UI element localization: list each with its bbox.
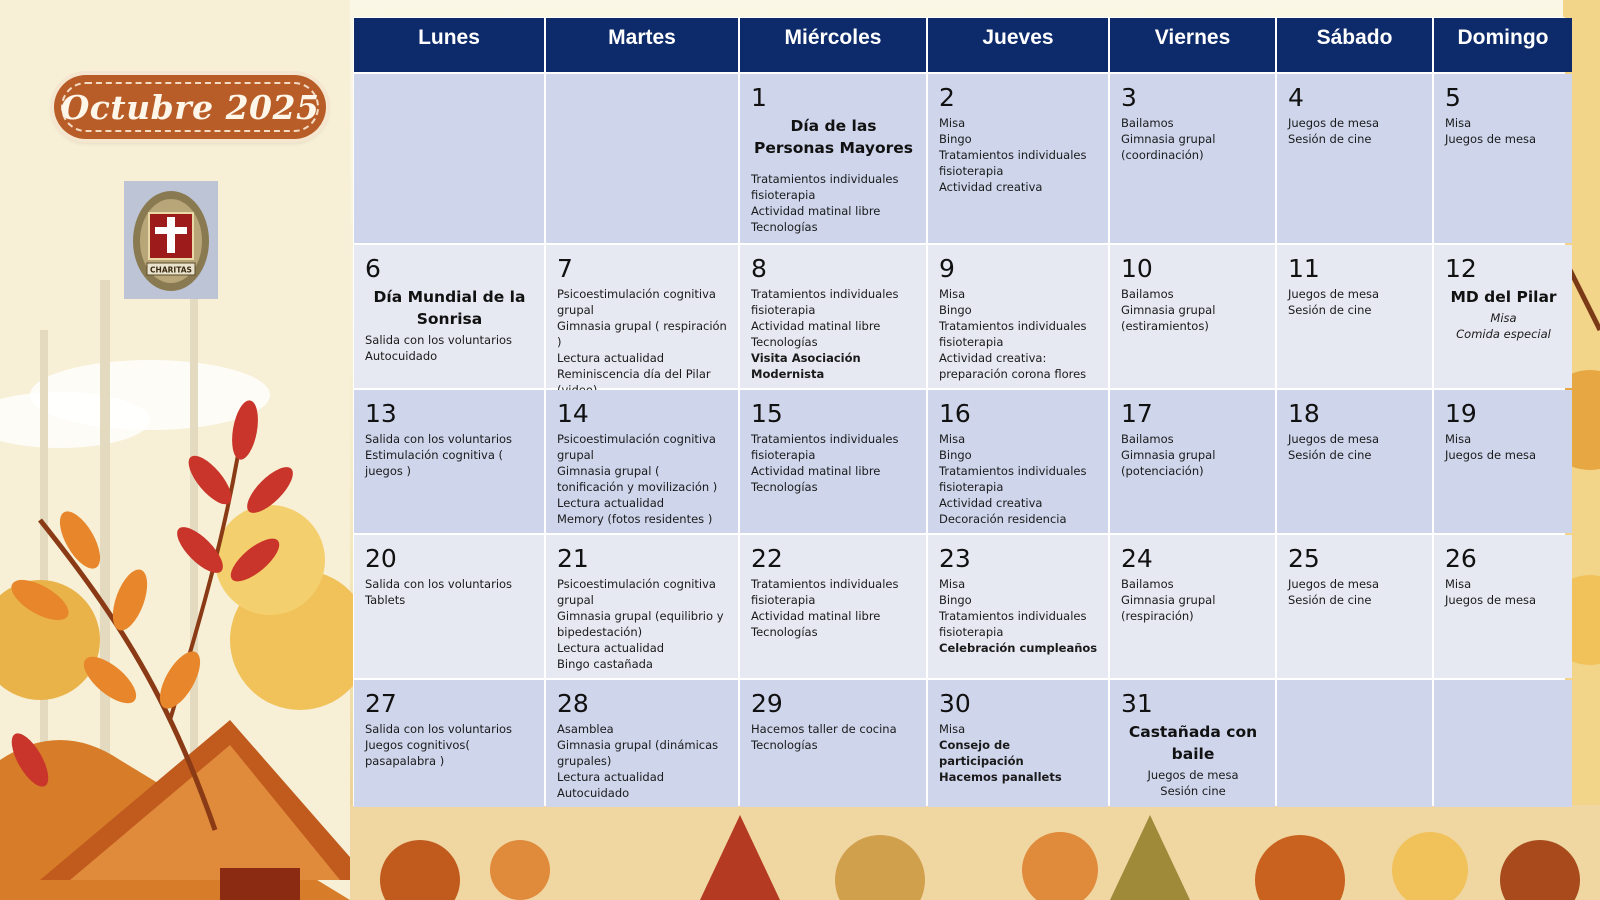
activity-item: Sesión de cine bbox=[1288, 303, 1372, 317]
activity-item: Bingo bbox=[939, 132, 972, 146]
day-cell-28 bbox=[546, 680, 738, 807]
activity-item: Tratamientos individuales fisioterapia bbox=[751, 432, 899, 462]
empty-day-cell bbox=[1277, 680, 1432, 807]
empty-day-cell bbox=[1434, 680, 1572, 807]
day-number: 20 bbox=[365, 544, 397, 573]
activity-item: Hacemos panallets bbox=[939, 770, 1062, 784]
day-number: 23 bbox=[939, 544, 971, 573]
empty-day-cell bbox=[546, 74, 738, 243]
activity-item: Bingo castañada bbox=[557, 657, 653, 671]
weekday-wednesday: Miércoles bbox=[740, 18, 926, 72]
day-number: 22 bbox=[751, 544, 783, 573]
activity-item: Tecnologías bbox=[751, 738, 818, 752]
weekday-monday: Lunes bbox=[354, 18, 544, 72]
activity-item: Tratamientos individuales fisioterapia bbox=[751, 287, 899, 317]
activity-item: Tratamientos individuales fisioterapia bbox=[939, 464, 1087, 494]
day-number: 31 bbox=[1121, 689, 1153, 718]
day-number: 1 bbox=[751, 83, 767, 112]
activity-item: Misa bbox=[1445, 116, 1472, 130]
charitas-emblem-icon bbox=[129, 185, 213, 295]
activity-item: Misa bbox=[939, 577, 966, 591]
weekday-sunday: Domingo bbox=[1434, 18, 1572, 72]
day-cell-23 bbox=[928, 535, 1108, 678]
activity-item: Tratamientos individuales fisioterapia bbox=[751, 172, 899, 202]
activity-item: Memory (fotos residentes ) bbox=[557, 512, 713, 526]
activity-item: Gimnasia grupal (dinámicas grupales) bbox=[557, 738, 719, 768]
activity-item: Juegos de mesa bbox=[1147, 768, 1239, 782]
activity-item: Actividad matinal libre bbox=[751, 464, 881, 478]
activity-item: Tecnologías bbox=[751, 220, 818, 234]
day-number: 8 bbox=[751, 254, 767, 283]
special-event: Castañada con baile bbox=[1128, 723, 1258, 763]
activity-item: Bailamos bbox=[1121, 432, 1174, 446]
activity-item: Salida con los voluntarios bbox=[365, 432, 513, 446]
activity-item: Tecnologías bbox=[751, 480, 818, 494]
day-cell-22 bbox=[740, 535, 926, 678]
day-number: 21 bbox=[557, 544, 589, 573]
activity-item: Tratamientos individuales fisioterapia bbox=[939, 609, 1087, 639]
activity-item: Lectura actualidad bbox=[557, 770, 665, 784]
day-number: 24 bbox=[1121, 544, 1153, 573]
activity-item: Salida con los voluntarios bbox=[365, 722, 513, 736]
day-cell-17 bbox=[1110, 390, 1275, 533]
day-number: 26 bbox=[1445, 544, 1477, 573]
day-cell-11 bbox=[1277, 245, 1432, 388]
weekday-thursday: Jueves bbox=[928, 18, 1108, 72]
activity-item: Bailamos bbox=[1121, 577, 1174, 591]
day-cell-31 bbox=[1110, 680, 1275, 807]
activity-item: Psicoestimulación cognitiva grupal bbox=[557, 432, 716, 462]
day-cell-12 bbox=[1434, 245, 1572, 388]
activity-item: Misa bbox=[939, 432, 966, 446]
day-number: 18 bbox=[1288, 399, 1320, 428]
day-cell-8 bbox=[740, 245, 926, 388]
day-cell-27 bbox=[354, 680, 544, 807]
weekday-saturday: Sábado bbox=[1277, 18, 1432, 72]
activity-item: Tratamientos individuales fisioterapia bbox=[751, 577, 899, 607]
day-cell-20 bbox=[354, 535, 544, 678]
activity-item: Estimulación cognitiva ( juegos ) bbox=[365, 448, 504, 478]
activity-item: Hacemos taller de cocina bbox=[751, 722, 897, 736]
activity-item: Lectura actualidad bbox=[557, 496, 665, 510]
day-number: 27 bbox=[365, 689, 397, 718]
activity-item: Comida especial bbox=[1456, 327, 1551, 341]
activity-item: Salida con los voluntarios bbox=[365, 333, 513, 347]
activity-item: Juegos de mesa bbox=[1288, 577, 1380, 591]
activity-item: Misa bbox=[1445, 432, 1472, 446]
day-cell-30 bbox=[928, 680, 1108, 807]
day-cell-1 bbox=[740, 74, 926, 243]
activity-item: Tablets bbox=[365, 593, 406, 607]
activity-item: Misa bbox=[1490, 311, 1517, 325]
calendar-grid bbox=[353, 17, 1565, 806]
activity-item: Autocuidado bbox=[557, 786, 630, 800]
activity-item: Bailamos bbox=[1121, 116, 1174, 130]
day-cell-5 bbox=[1434, 74, 1572, 243]
activity-item: Sesión de cine bbox=[1288, 448, 1372, 462]
activity-item: Consejo de participación bbox=[939, 738, 1024, 768]
day-cell-2 bbox=[928, 74, 1108, 243]
activity-item: Lectura actualidad bbox=[557, 351, 665, 365]
day-number: 11 bbox=[1288, 254, 1320, 283]
activity-item: Misa bbox=[939, 116, 966, 130]
activity-item: Sesión de cine bbox=[1288, 132, 1372, 146]
activity-item: Tecnologías bbox=[751, 335, 818, 349]
activity-item: Celebración cumpleaños bbox=[939, 641, 1098, 655]
logo-text: CHARITAS bbox=[150, 265, 192, 275]
activity-item: Juegos cognitivos( pasapalabra ) bbox=[365, 738, 470, 768]
activity-item: Juegos de mesa bbox=[1445, 593, 1537, 607]
weekday-tuesday: Martes bbox=[546, 18, 738, 72]
special-event: Día Mundial de la Sonrisa bbox=[373, 288, 526, 328]
day-cell-13 bbox=[354, 390, 544, 533]
day-cell-10 bbox=[1110, 245, 1275, 388]
activity-item: Decoración residencia bbox=[939, 512, 1067, 526]
activity-item: Gimnasia grupal (coordinación) bbox=[1121, 132, 1216, 162]
day-number: 17 bbox=[1121, 399, 1153, 428]
activity-item: Juegos de mesa bbox=[1288, 116, 1380, 130]
activity-item: Actividad matinal libre bbox=[751, 609, 881, 623]
day-number: 30 bbox=[939, 689, 971, 718]
activity-item: Gimnasia grupal (potenciación) bbox=[1121, 448, 1216, 478]
day-number: 9 bbox=[939, 254, 955, 283]
activity-item: Sesión cine bbox=[1160, 784, 1226, 798]
day-number: 4 bbox=[1288, 83, 1304, 112]
month-title: Octubre 2025 bbox=[60, 87, 320, 127]
activity-item: Autocuidado bbox=[365, 349, 438, 363]
charitas-logo bbox=[124, 181, 218, 299]
day-cell-14 bbox=[546, 390, 738, 533]
day-cell-26 bbox=[1434, 535, 1572, 678]
day-number: 5 bbox=[1445, 83, 1461, 112]
activity-item: Tratamientos individuales fisioterapia bbox=[939, 319, 1087, 349]
day-cell-4 bbox=[1277, 74, 1432, 243]
day-number: 10 bbox=[1121, 254, 1153, 283]
day-number: 29 bbox=[751, 689, 783, 718]
activity-item: Misa bbox=[1445, 577, 1472, 591]
activity-item: Bingo bbox=[939, 448, 972, 462]
activity-item: Juegos de mesa bbox=[1288, 287, 1380, 301]
day-cell-18 bbox=[1277, 390, 1432, 533]
activity-item: Actividad creativa: preparación corona flores bbox=[939, 351, 1087, 381]
day-number: 28 bbox=[557, 689, 589, 718]
day-cell-6 bbox=[354, 245, 544, 388]
activity-item: Bingo bbox=[939, 593, 972, 607]
activity-item: Juegos de mesa bbox=[1445, 132, 1537, 146]
day-number: 12 bbox=[1445, 254, 1477, 283]
activity-item: Gimnasia grupal (estiramientos) bbox=[1121, 303, 1216, 333]
activity-item: Reminiscencia día del Pilar bbox=[557, 367, 711, 381]
activity-item: Salida con los voluntarios bbox=[365, 577, 513, 591]
empty-day-cell bbox=[354, 74, 544, 243]
activity-item: Gimnasia grupal (respiración) bbox=[1121, 593, 1216, 623]
day-cell-21 bbox=[546, 535, 738, 678]
day-cell-24 bbox=[1110, 535, 1275, 678]
activity-item: Gimnasia grupal ( respiración ) bbox=[557, 319, 727, 349]
day-cell-3 bbox=[1110, 74, 1275, 243]
activity-item: Psicoestimulación cognitiva grupal bbox=[557, 577, 716, 607]
activity-item: Tecnologías bbox=[751, 625, 818, 639]
activity-item: Tratamientos individuales fisioterapia bbox=[939, 148, 1087, 178]
day-number: 19 bbox=[1445, 399, 1477, 428]
activity-item: Bingo bbox=[939, 303, 972, 317]
activity-item: Sesión de cine bbox=[1288, 593, 1372, 607]
activity-item: Misa bbox=[939, 287, 966, 301]
day-number: 15 bbox=[751, 399, 783, 428]
special-event: MD del Pilar bbox=[1450, 288, 1557, 306]
day-cell-16 bbox=[928, 390, 1108, 533]
activity-item: Lectura actualidad bbox=[557, 641, 665, 655]
activity-item: Visita Asociación Modernista bbox=[751, 351, 861, 381]
day-number: 2 bbox=[939, 83, 955, 112]
day-number: 7 bbox=[557, 254, 573, 283]
month-title-badge bbox=[54, 75, 326, 139]
activity-item: Actividad creativa bbox=[939, 180, 1043, 194]
day-cell-25 bbox=[1277, 535, 1432, 678]
activity-item: Gimnasia grupal (equilibrio y bipedestación) bbox=[557, 609, 724, 639]
day-number: 14 bbox=[557, 399, 589, 428]
day-cell-19 bbox=[1434, 390, 1572, 533]
activity-item: Actividad matinal libre bbox=[751, 204, 881, 218]
activity-item: Bailamos bbox=[1121, 287, 1174, 301]
day-cell-7 bbox=[546, 245, 738, 388]
activity-item: Psicoestimulación cognitiva grupal bbox=[557, 287, 716, 317]
weekday-friday: Viernes bbox=[1110, 18, 1275, 72]
day-number: 25 bbox=[1288, 544, 1320, 573]
activity-item: Gimnasia grupal ( tonificación y movilización ) bbox=[557, 464, 718, 494]
activity-item: Juegos de mesa bbox=[1288, 432, 1380, 446]
day-cell-9 bbox=[928, 245, 1108, 388]
activity-item: Misa bbox=[939, 722, 966, 736]
day-number: 13 bbox=[365, 399, 397, 428]
special-event: Día de las Personas Mayores bbox=[753, 117, 914, 157]
day-number: 3 bbox=[1121, 83, 1137, 112]
activity-item: Actividad creativa bbox=[939, 496, 1043, 510]
activity-item: Actividad matinal libre bbox=[751, 319, 881, 333]
day-number: 6 bbox=[365, 254, 381, 283]
day-number: 16 bbox=[939, 399, 971, 428]
day-cell-15 bbox=[740, 390, 926, 533]
activity-item: Asamblea bbox=[557, 722, 614, 736]
activity-item: Juegos de mesa bbox=[1445, 448, 1537, 462]
day-cell-29 bbox=[740, 680, 926, 807]
